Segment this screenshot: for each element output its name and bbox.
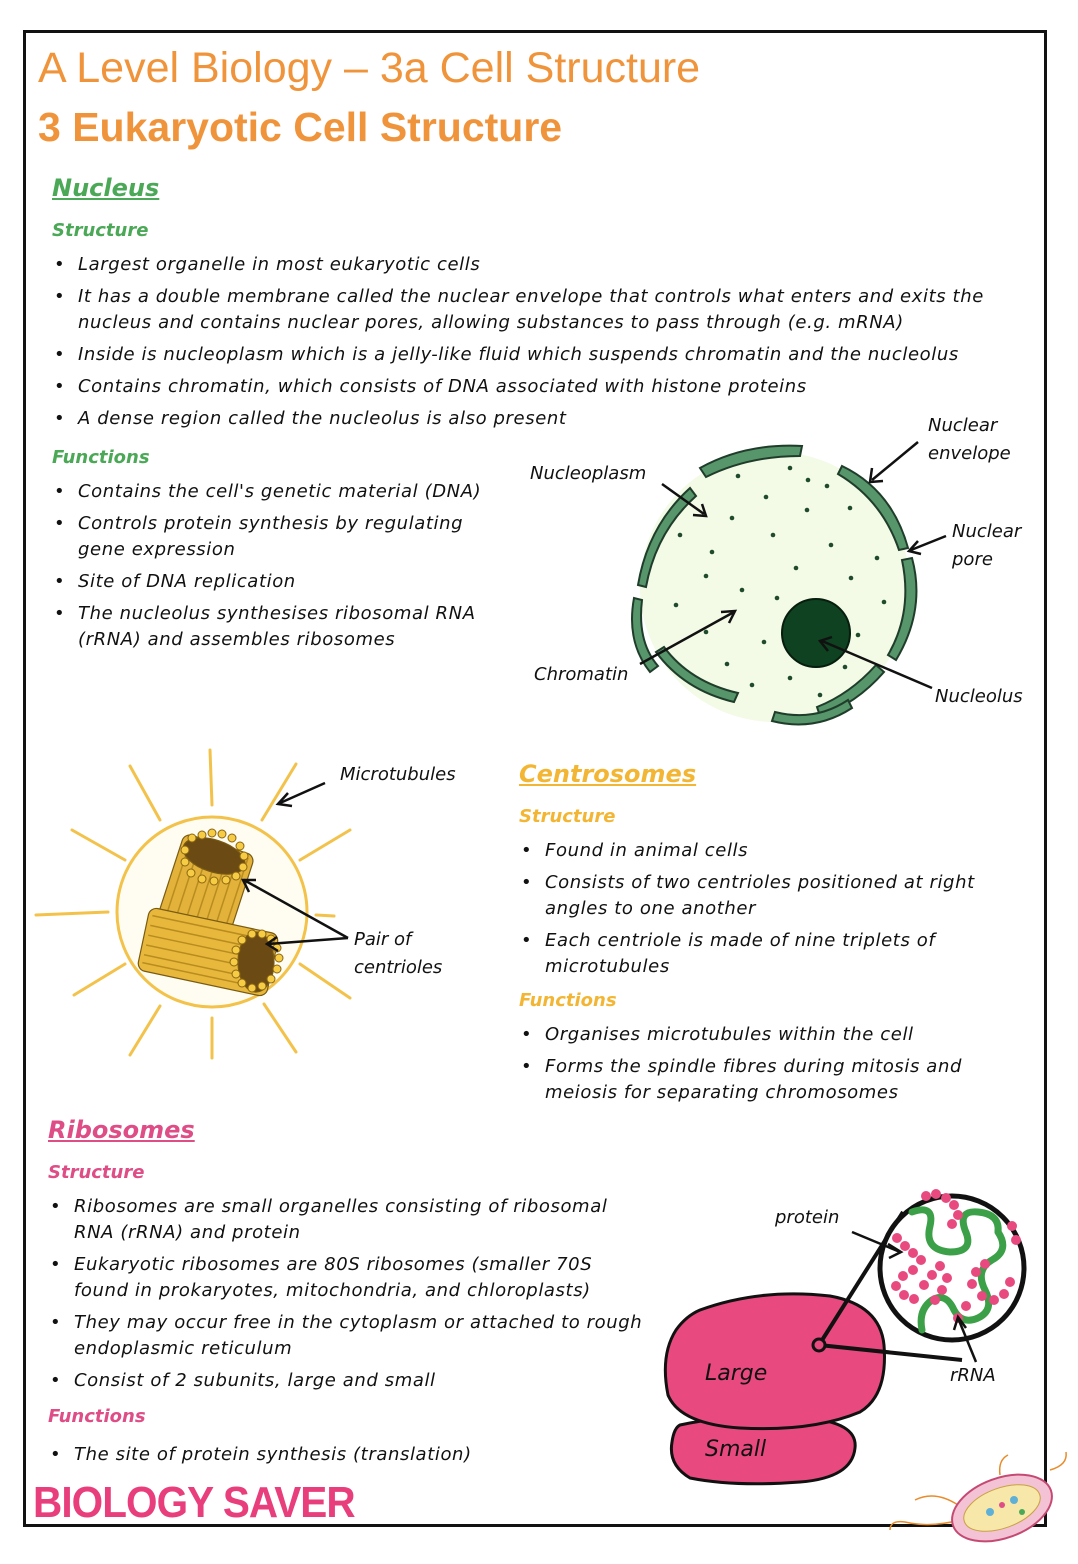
protein-label: protein xyxy=(775,1207,840,1228)
ribosomes-structure-label: Structure xyxy=(48,1162,145,1183)
list-item: • Contains chromatin, which consists of DNA associated with histone proteins xyxy=(50,374,1035,400)
ribosomes-functions-label: Functions xyxy=(48,1406,146,1427)
list-item: • Organises microtubules within the cell xyxy=(517,1022,1029,1048)
nucleus-heading: Nucleus xyxy=(52,174,160,202)
list-item: • Contains the cell's genetic material (DNA) xyxy=(50,479,505,505)
rrna-label: rRNA xyxy=(950,1365,996,1386)
list-item: • The site of protein synthesis (translation) xyxy=(46,1442,646,1468)
list-item: • Controls protein synthesis by regulating gene expression xyxy=(50,511,505,563)
list-item: • Consists of two centrioles positioned at right angles to one another xyxy=(517,870,1029,922)
list-item: • A dense region called the nucleolus is also present xyxy=(50,406,1035,432)
nucleus-functions-label: Functions xyxy=(52,447,150,468)
list-item: • Forms the spindle fibres during mitosis and meiosis for separating chromosomes xyxy=(517,1054,1029,1106)
list-item: • Largest organelle in most eukaryotic cells xyxy=(50,252,1035,278)
list-item: • Inside is nucleoplasm which is a jelly-like fluid which suspends chromatin and the nucleolus xyxy=(50,342,1035,368)
nuclear-pore-label: Nuclear pore xyxy=(952,521,1022,570)
list-item: • Site of DNA replication xyxy=(50,569,505,595)
microtubules-label: Microtubules xyxy=(340,764,456,785)
page-title: A Level Biology – 3a Cell Structure xyxy=(38,44,701,92)
centrosomes-functions-label: Functions xyxy=(519,990,617,1011)
list-item: • Consist of 2 subunits, large and small xyxy=(46,1368,646,1394)
biology-saver-logo: BIOLOGY SAVER xyxy=(33,1478,355,1527)
centrosomes-structure-label: Structure xyxy=(519,806,616,827)
list-item: • It has a double membrane called the nuclear envelope that controls what enters and exits the nucleus and contains nuclear pores, allowing substances to pass through (e.g. mRNA) xyxy=(50,284,1035,336)
pair-of-centrioles-label: Pair of centrioles xyxy=(354,929,443,978)
list-item: • Eukaryotic ribosomes are 80S ribosomes (smaller 70S found in prokaryotes, mitochondria, and chloroplasts) xyxy=(46,1252,646,1304)
nuclear-envelope-label: Nuclear envelope xyxy=(928,415,1011,464)
list-item: • Ribosomes are small organelles consisting of ribosomal RNA (rRNA) and protein xyxy=(46,1194,646,1246)
list-item: • Each centriole is made of nine triplets of microtubules xyxy=(517,928,1029,980)
list-item: • Found in animal cells xyxy=(517,838,1029,864)
large-label: Large xyxy=(705,1361,768,1386)
ribosomes-heading: Ribosomes xyxy=(48,1116,195,1144)
list-item: • The nucleolus synthesises ribosomal RNA (rRNA) and assembles ribosomes xyxy=(50,601,505,653)
small-label: Small xyxy=(705,1437,767,1462)
chromatin-label: Chromatin xyxy=(534,664,629,685)
list-item: • They may occur free in the cytoplasm or attached to rough endoplasmic reticulum xyxy=(46,1310,646,1362)
nucleolus-label: Nucleolus xyxy=(935,686,1023,707)
nucleus-structure-label: Structure xyxy=(52,220,149,241)
nucleoplasm-label: Nucleoplasm xyxy=(530,463,647,484)
centrosomes-heading: Centrosomes xyxy=(519,760,697,788)
page-subtitle: 3 Eukaryotic Cell Structure xyxy=(38,104,563,150)
